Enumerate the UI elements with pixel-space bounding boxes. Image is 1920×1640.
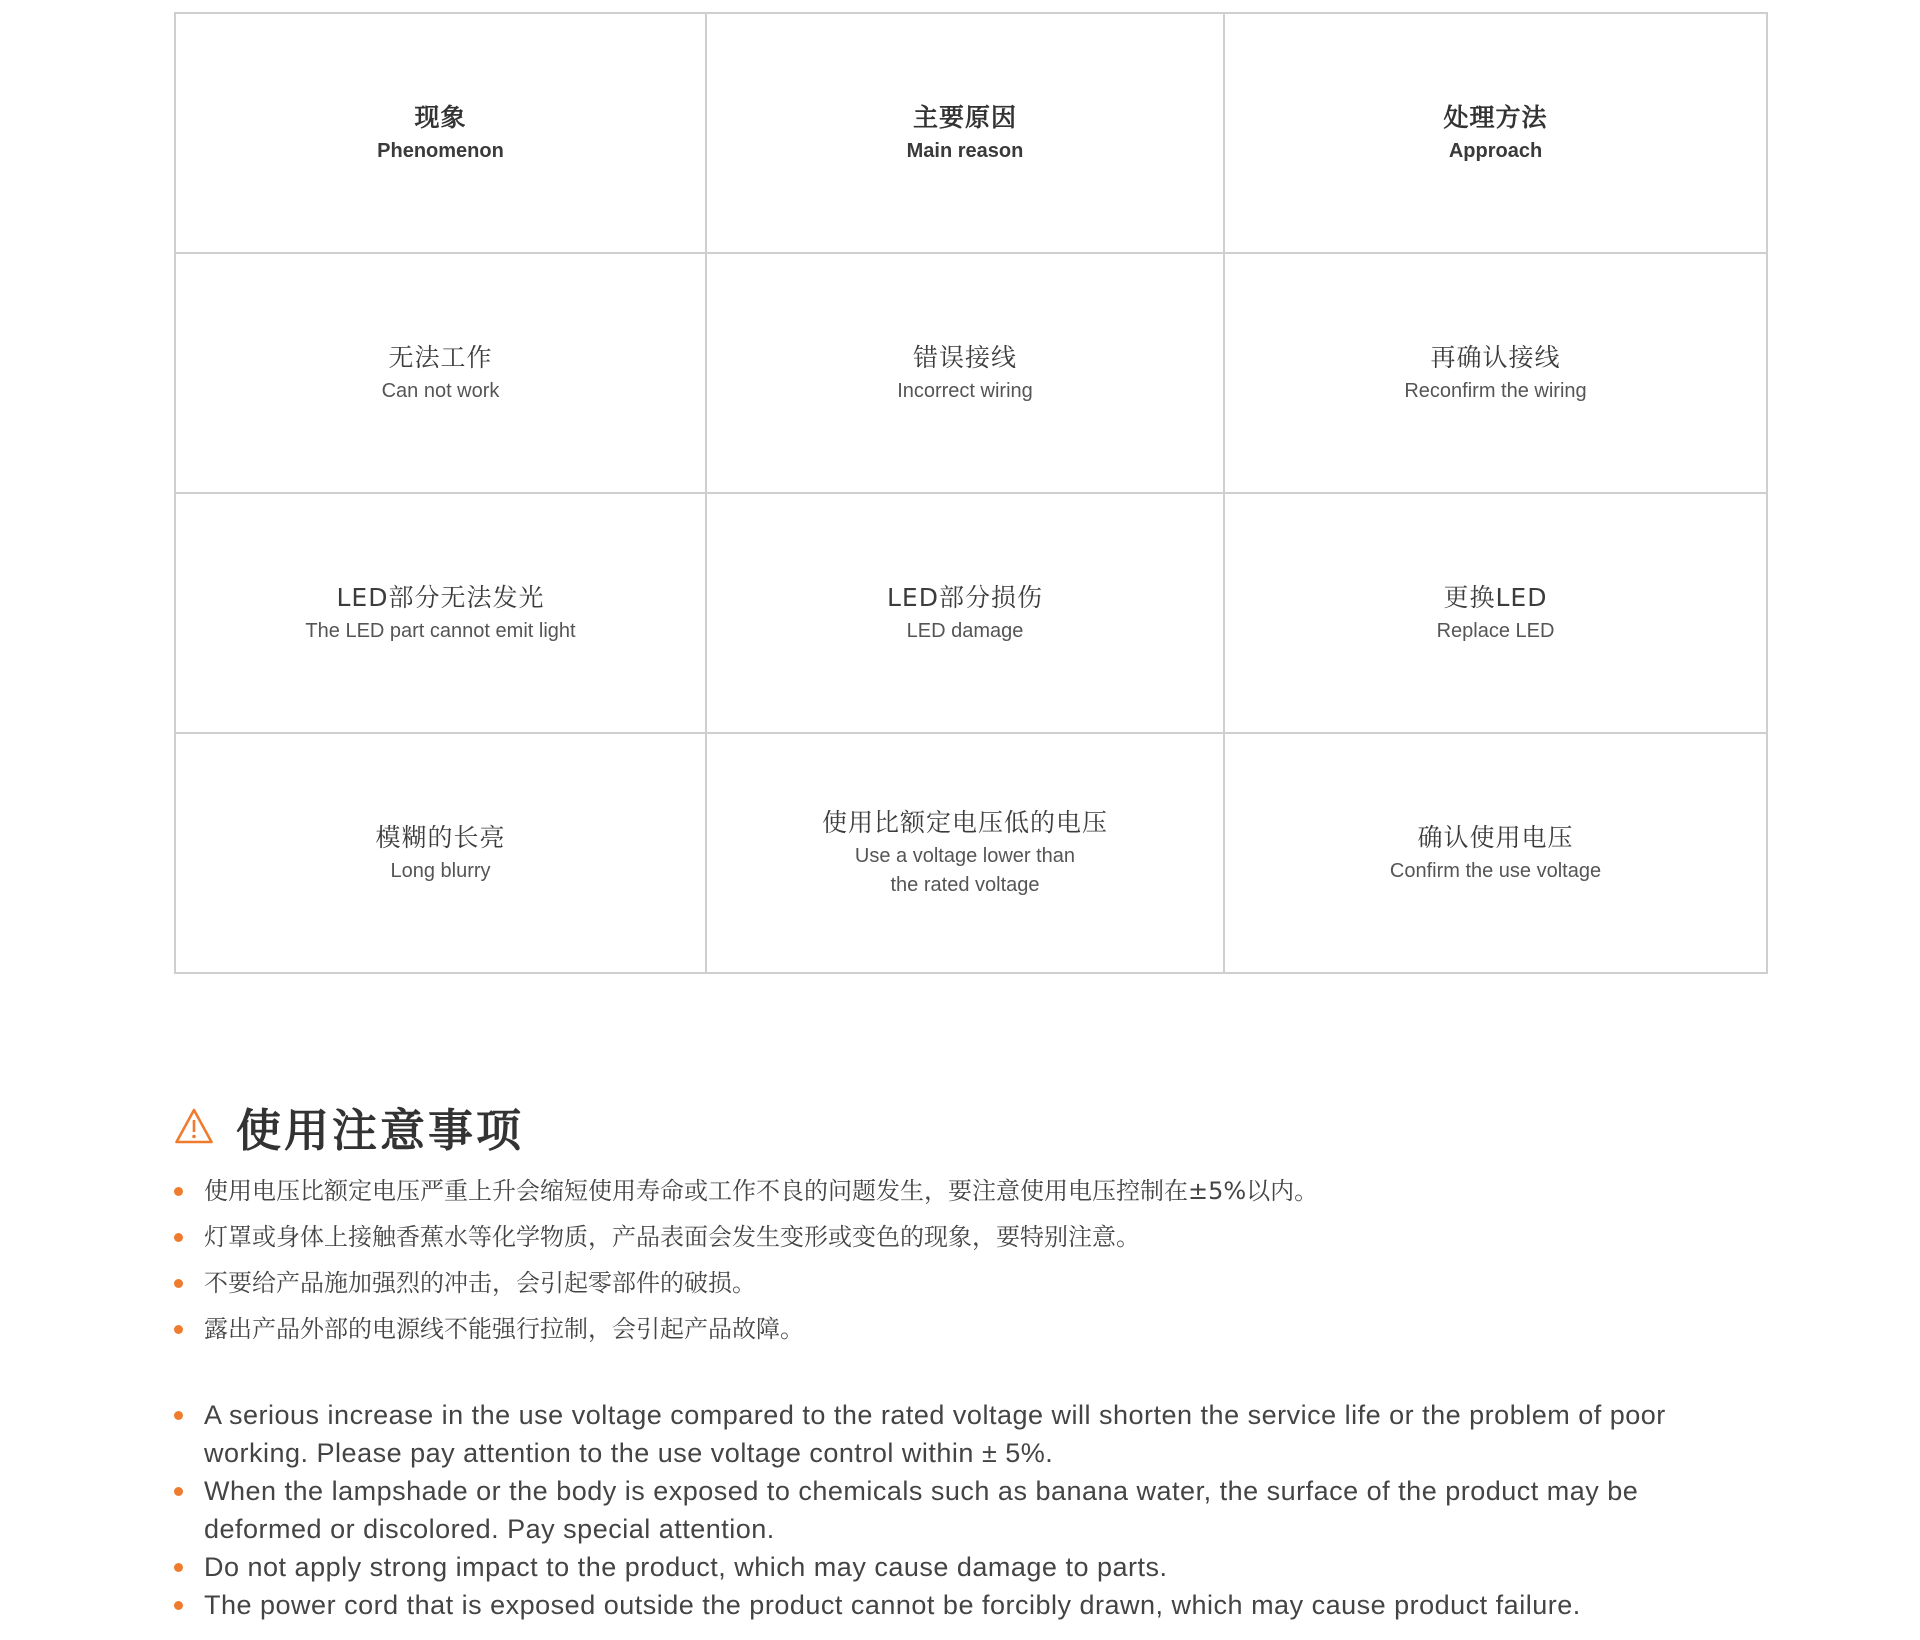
- header-phenomenon-cn: 现象: [414, 102, 467, 132]
- list-item: [174, 1306, 1774, 1352]
- table-header-row: [175, 13, 1767, 253]
- bullet-dot: [174, 1233, 183, 1242]
- bullet-dot: [174, 1279, 183, 1288]
- note-text: The power cord that is exposed outside the product cannot be forcibly drawn, which may cause product failure.: [204, 1590, 1581, 1620]
- note-text: 使用电压比额定电压严重上升会缩短使用寿命或工作不良的问题发生，要注意使用电压控制在±5%以内。: [204, 1177, 1319, 1205]
- approach-en: Reconfirm the wiring: [1404, 379, 1587, 402]
- table-row: [175, 733, 1767, 973]
- cell-approach: [1224, 253, 1767, 493]
- cell-reason: [706, 733, 1224, 973]
- phenomenon-en: Long blurry: [390, 859, 491, 882]
- bullet-dot: [174, 1601, 183, 1610]
- note-text: When the lampshade or the body is exposed to chemicals such as banana water, the surface of the product may be deformed or discolored. Pay special attention.: [204, 1476, 1639, 1544]
- reason-en-line-2: the rated voltage: [890, 874, 1040, 896]
- approach-en: Replace LED: [1436, 619, 1555, 642]
- cell-approach: [1224, 493, 1767, 733]
- notes-title: 使用注意事项: [236, 1103, 525, 1157]
- notes-heading: [174, 1096, 1774, 1156]
- approach-en: Confirm the use voltage: [1389, 859, 1602, 882]
- en-notes-list: [174, 1396, 1774, 1624]
- phenomenon-cn: LED部分无法发光: [336, 582, 545, 612]
- list-item: [174, 1396, 1724, 1472]
- header-approach-en: Approach: [1448, 139, 1543, 162]
- troubleshooting-table: [174, 12, 1768, 974]
- warning-triangle-icon: [174, 1107, 214, 1145]
- note-text: 灯罩或身体上接触香蕉水等化学物质，产品表面会发生变形或变色的现象，要特别注意。: [204, 1223, 1140, 1251]
- list-item: [174, 1586, 1724, 1624]
- list-item: [174, 1214, 1774, 1260]
- cell-phenomenon: [175, 733, 706, 973]
- cell-phenomenon: [175, 253, 706, 493]
- reason-cn: 错误接线: [912, 342, 1017, 372]
- bullet-dot: [174, 1411, 183, 1420]
- note-text: 露出产品外部的电源线不能强行拉制，会引起产品故障。: [204, 1315, 804, 1343]
- approach-cn: 再确认接线: [1430, 342, 1561, 372]
- list-item: [174, 1168, 1774, 1214]
- list-item: [174, 1472, 1724, 1548]
- note-text: 不要给产品施加强烈的冲击，会引起零部件的破损。: [204, 1269, 756, 1297]
- approach-cn: 确认使用电压: [1417, 822, 1574, 852]
- note-text: A serious increase in the use voltage compared to the rated voltage will shorten the service life or the problem of poor working. Please pay attention to the use voltage control within ± 5%.: [204, 1400, 1666, 1468]
- phenomenon-en: The LED part cannot emit light: [305, 619, 576, 642]
- cn-notes-list: [174, 1168, 1774, 1352]
- bullet-dot: [174, 1487, 183, 1496]
- usage-notes-section: [174, 1096, 1774, 1624]
- reason-en: Incorrect wiring: [897, 379, 1033, 402]
- cell-reason: [706, 493, 1224, 733]
- approach-cn: 更换LED: [1443, 582, 1548, 612]
- note-text: Do not apply strong impact to the product, which may cause damage to parts.: [204, 1552, 1168, 1582]
- phenomenon-cn: 模糊的长亮: [375, 822, 506, 852]
- header-phenomenon-en: Phenomenon: [377, 139, 504, 162]
- table-row: [175, 493, 1767, 733]
- cell-reason: [706, 253, 1224, 493]
- phenomenon-en: Can not work: [381, 379, 500, 402]
- list-item: [174, 1260, 1774, 1306]
- bullet-dot: [174, 1187, 183, 1196]
- reason-en: LED damage: [906, 619, 1024, 642]
- header-reason-cn: 主要原因: [912, 102, 1017, 132]
- bullet-dot: [174, 1563, 183, 1572]
- table-row: [175, 253, 1767, 493]
- list-item: [174, 1548, 1724, 1586]
- header-approach-cn: 处理方法: [1443, 102, 1548, 132]
- header-phenomenon: [175, 13, 706, 253]
- bullet-dot: [174, 1325, 183, 1334]
- cell-phenomenon: [175, 493, 706, 733]
- reason-en-line-1: Use a voltage lower than: [854, 845, 1076, 867]
- header-reason: [706, 13, 1224, 253]
- reason-cn: 使用比额定电压低的电压: [821, 808, 1108, 837]
- cell-approach: [1224, 733, 1767, 973]
- header-reason-en: Main reason: [906, 139, 1024, 162]
- phenomenon-cn: 无法工作: [388, 342, 493, 372]
- header-approach: [1224, 13, 1767, 253]
- reason-cn: LED部分损伤: [887, 582, 1043, 612]
